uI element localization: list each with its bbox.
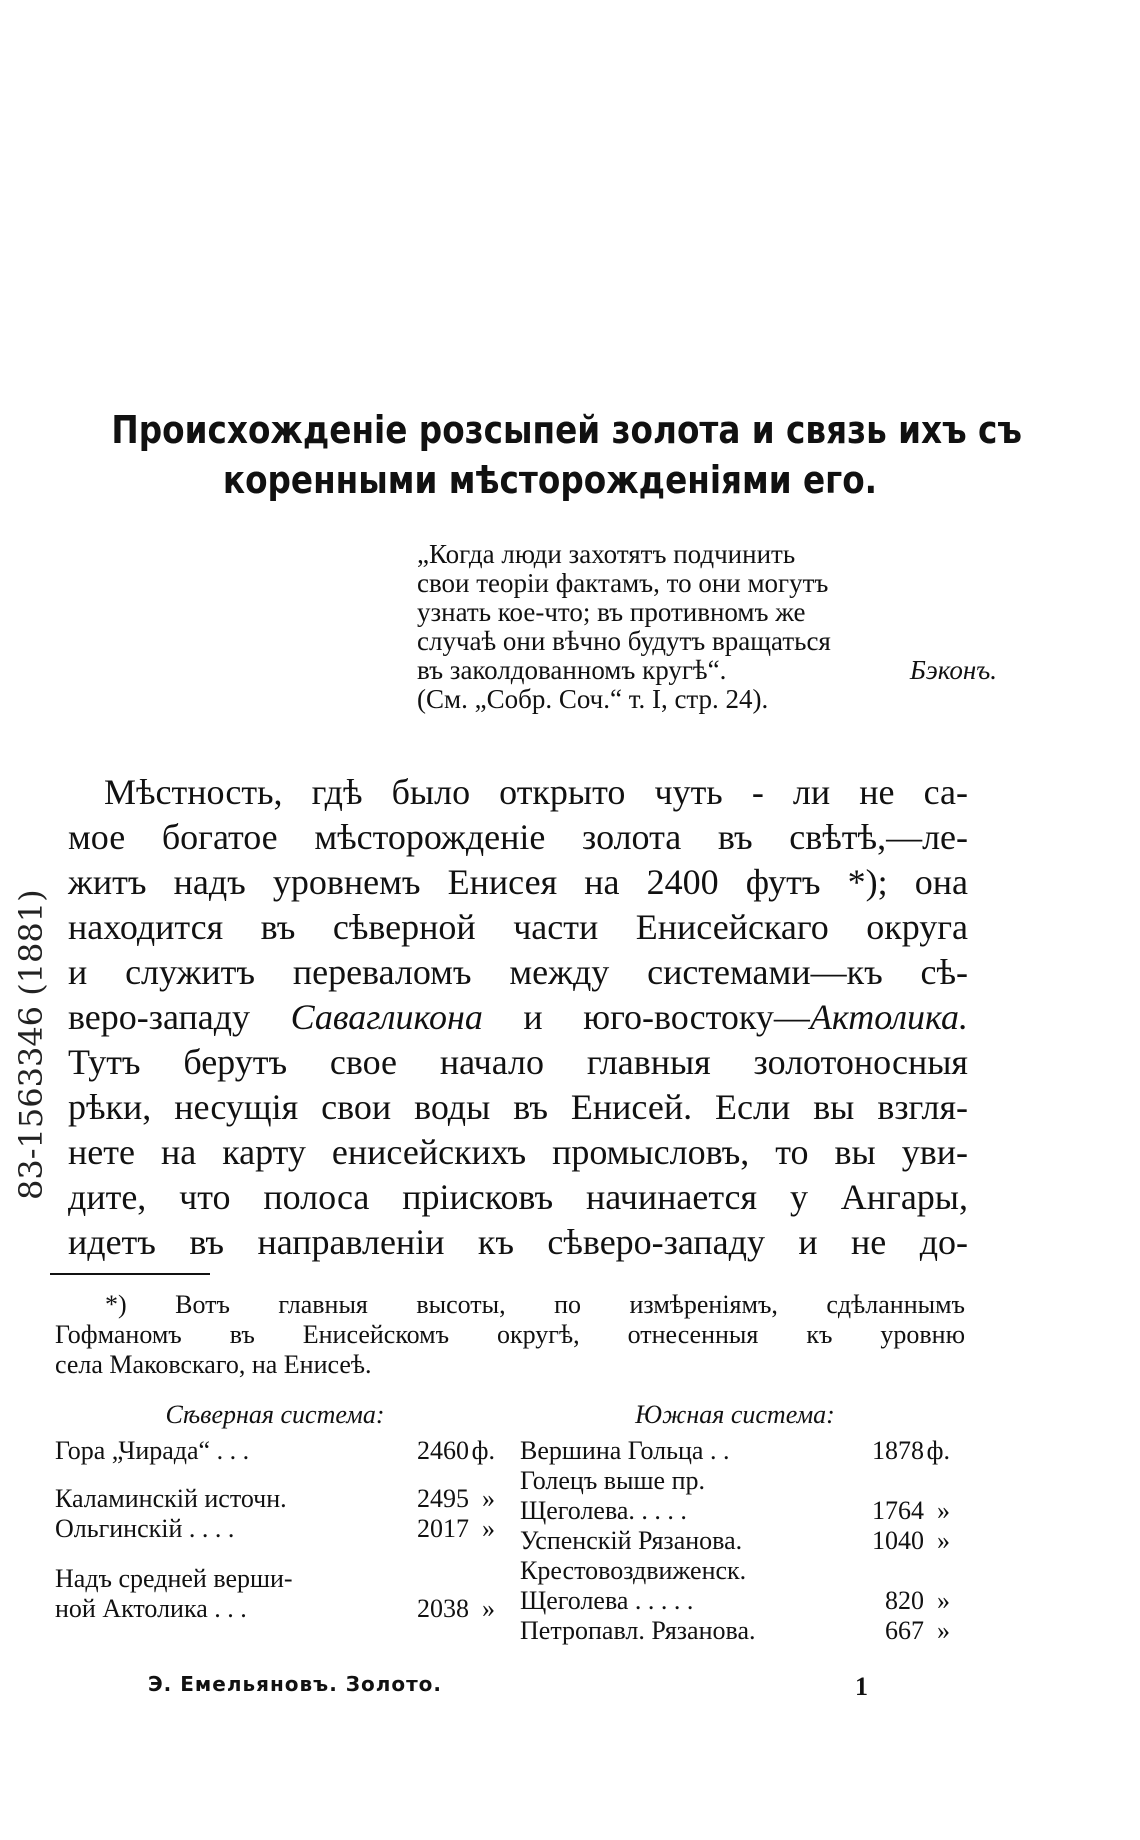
table-row — [520, 1466, 950, 1496]
footnote — [55, 1290, 965, 1380]
body-line: житъ надъ уровнемъ Енисея на 2400 футъ *); она — [68, 862, 968, 902]
body-paragraph — [68, 770, 968, 1265]
chapter-title-line-2: коренными мѣсторожденіями его. — [222, 458, 878, 502]
body-line: находится въ сѣверной части Енисейскаго округа — [68, 907, 968, 947]
table-row — [55, 1564, 495, 1594]
north-system-heading: Сѣверная система: — [165, 1400, 385, 1429]
table-row — [520, 1616, 950, 1646]
height-unit: » — [937, 1586, 950, 1615]
footnote-line: Гофманомъ въ Енисейскомъ округѣ, отнесенныя къ уровню — [55, 1320, 965, 1349]
south-system-heading: Южная система: — [635, 1400, 835, 1429]
height-value — [916, 1466, 924, 1496]
height-value: 1878 — [872, 1436, 924, 1465]
epigraph-line: „Когда люди захотятъ подчинить — [417, 539, 796, 569]
epigraph — [417, 540, 997, 714]
north-system-table — [55, 1400, 495, 1624]
height-unit — [924, 1466, 950, 1496]
table-row — [55, 1484, 495, 1514]
height-value: 667 — [885, 1616, 924, 1645]
height-name: Крестовоздвиженск. — [520, 1556, 747, 1585]
height-name: Каламинскій источн. — [55, 1484, 287, 1513]
height-unit: » — [482, 1514, 495, 1543]
body-line: идетъ въ направленіи къ сѣверо-западу и не до- — [68, 1222, 968, 1262]
body-line: нете на карту енисейскихъ промысловъ, то вы уви- — [68, 1132, 968, 1172]
footnote-line: *) Вотъ главныя высоты, по измѣреніямъ, сдѣланнымъ — [105, 1290, 965, 1319]
height-name: Щеголева . . . . . — [520, 1586, 694, 1615]
height-unit: ф. — [926, 1436, 950, 1465]
chapter-title-line-1: Происхожденіе розсыпей золота и связь ихъ съ — [111, 408, 1022, 452]
library-inventory-stamp: 83-1563346 (1881) — [12, 889, 50, 1200]
chapter-title — [111, 405, 1022, 505]
height-name: Петропавл. Рязанова. — [520, 1616, 756, 1645]
running-footer-signature: Э. Емельяновъ. Золото. — [148, 1672, 443, 1696]
height-unit: » — [937, 1526, 950, 1555]
body-line: дите, что полоса пріисковъ начинается у Ангары, — [68, 1177, 968, 1217]
height-unit — [924, 1556, 950, 1586]
place-name-aktolik: Актолика. — [809, 997, 968, 1037]
south-system-table — [520, 1400, 950, 1646]
epigraph-source: (См. „Собр. Соч.“ т. I, стр. 24). — [417, 684, 769, 714]
table-row — [55, 1594, 495, 1624]
height-name: Ольгинскій . . . . — [55, 1514, 235, 1543]
footnote-divider — [50, 1273, 210, 1275]
epigraph-line — [417, 656, 997, 685]
height-value: 1040 — [872, 1526, 924, 1555]
height-name: Успенскій Рязанова. — [520, 1526, 743, 1555]
table-row — [55, 1514, 495, 1544]
height-name: Гора „Чирада“ . . . — [55, 1436, 250, 1465]
height-name: Вершина Гольца . . — [520, 1436, 730, 1465]
epigraph-author: Бэконъ. — [909, 655, 997, 685]
footnote-line: села Маковскаго, на Енисеѣ. — [55, 1350, 372, 1379]
table-row — [520, 1556, 950, 1586]
height-name: Щеголева. . . . . — [520, 1496, 687, 1525]
epigraph-line: случаѣ они вѣчно будутъ вращаться — [417, 626, 831, 656]
body-text-run: и юго-востоку— — [482, 997, 810, 1037]
body-line: мое богатое мѣсторожденіе золота въ свѣтѣ,—ле- — [68, 817, 968, 857]
height-unit: » — [937, 1616, 950, 1645]
height-name: Голецъ выше пр. — [520, 1466, 705, 1495]
body-line: Тутъ берутъ свое начало главныя золотоносныя — [68, 1042, 968, 1082]
table-row — [55, 1436, 495, 1466]
height-value — [461, 1564, 469, 1594]
table-row — [520, 1436, 950, 1466]
height-name: ной Актолика . . . — [55, 1594, 247, 1623]
epigraph-line: свои теоріи фактамъ, то они могутъ — [417, 568, 829, 598]
height-name: Надъ средней верши- — [55, 1564, 293, 1593]
body-text-run: веро-западу — [68, 997, 291, 1037]
height-value: 2460 — [417, 1436, 469, 1465]
height-unit: » — [482, 1594, 495, 1623]
height-value: 2495 — [417, 1484, 469, 1513]
epigraph-line-text: въ заколдованномъ кругѣ“. — [417, 655, 727, 685]
height-unit: ф. — [471, 1436, 495, 1465]
body-line: Мѣстность, гдѣ было открыто чуть - ли не са- — [104, 772, 968, 812]
table-row — [520, 1526, 950, 1556]
height-unit: » — [937, 1496, 950, 1525]
epigraph-line: узнать кое-что; въ противномъ же — [417, 597, 806, 627]
table-row — [520, 1496, 950, 1526]
body-line: рѣки, несущія свои воды въ Енисей. Если вы взгля- — [68, 1087, 968, 1127]
height-value — [916, 1556, 924, 1586]
table-row — [520, 1586, 950, 1616]
height-value: 2017 — [417, 1514, 469, 1543]
height-unit — [469, 1564, 495, 1594]
height-value: 1764 — [872, 1496, 924, 1525]
height-unit: » — [482, 1484, 495, 1513]
height-value: 820 — [885, 1586, 924, 1615]
body-line — [68, 995, 968, 1040]
height-value: 2038 — [417, 1594, 469, 1623]
place-name-savaglikon: Савагликона — [290, 997, 483, 1037]
page-number: 1 — [855, 1672, 868, 1701]
body-line: и служитъ переваломъ между системами—къ сѣ- — [68, 952, 968, 992]
